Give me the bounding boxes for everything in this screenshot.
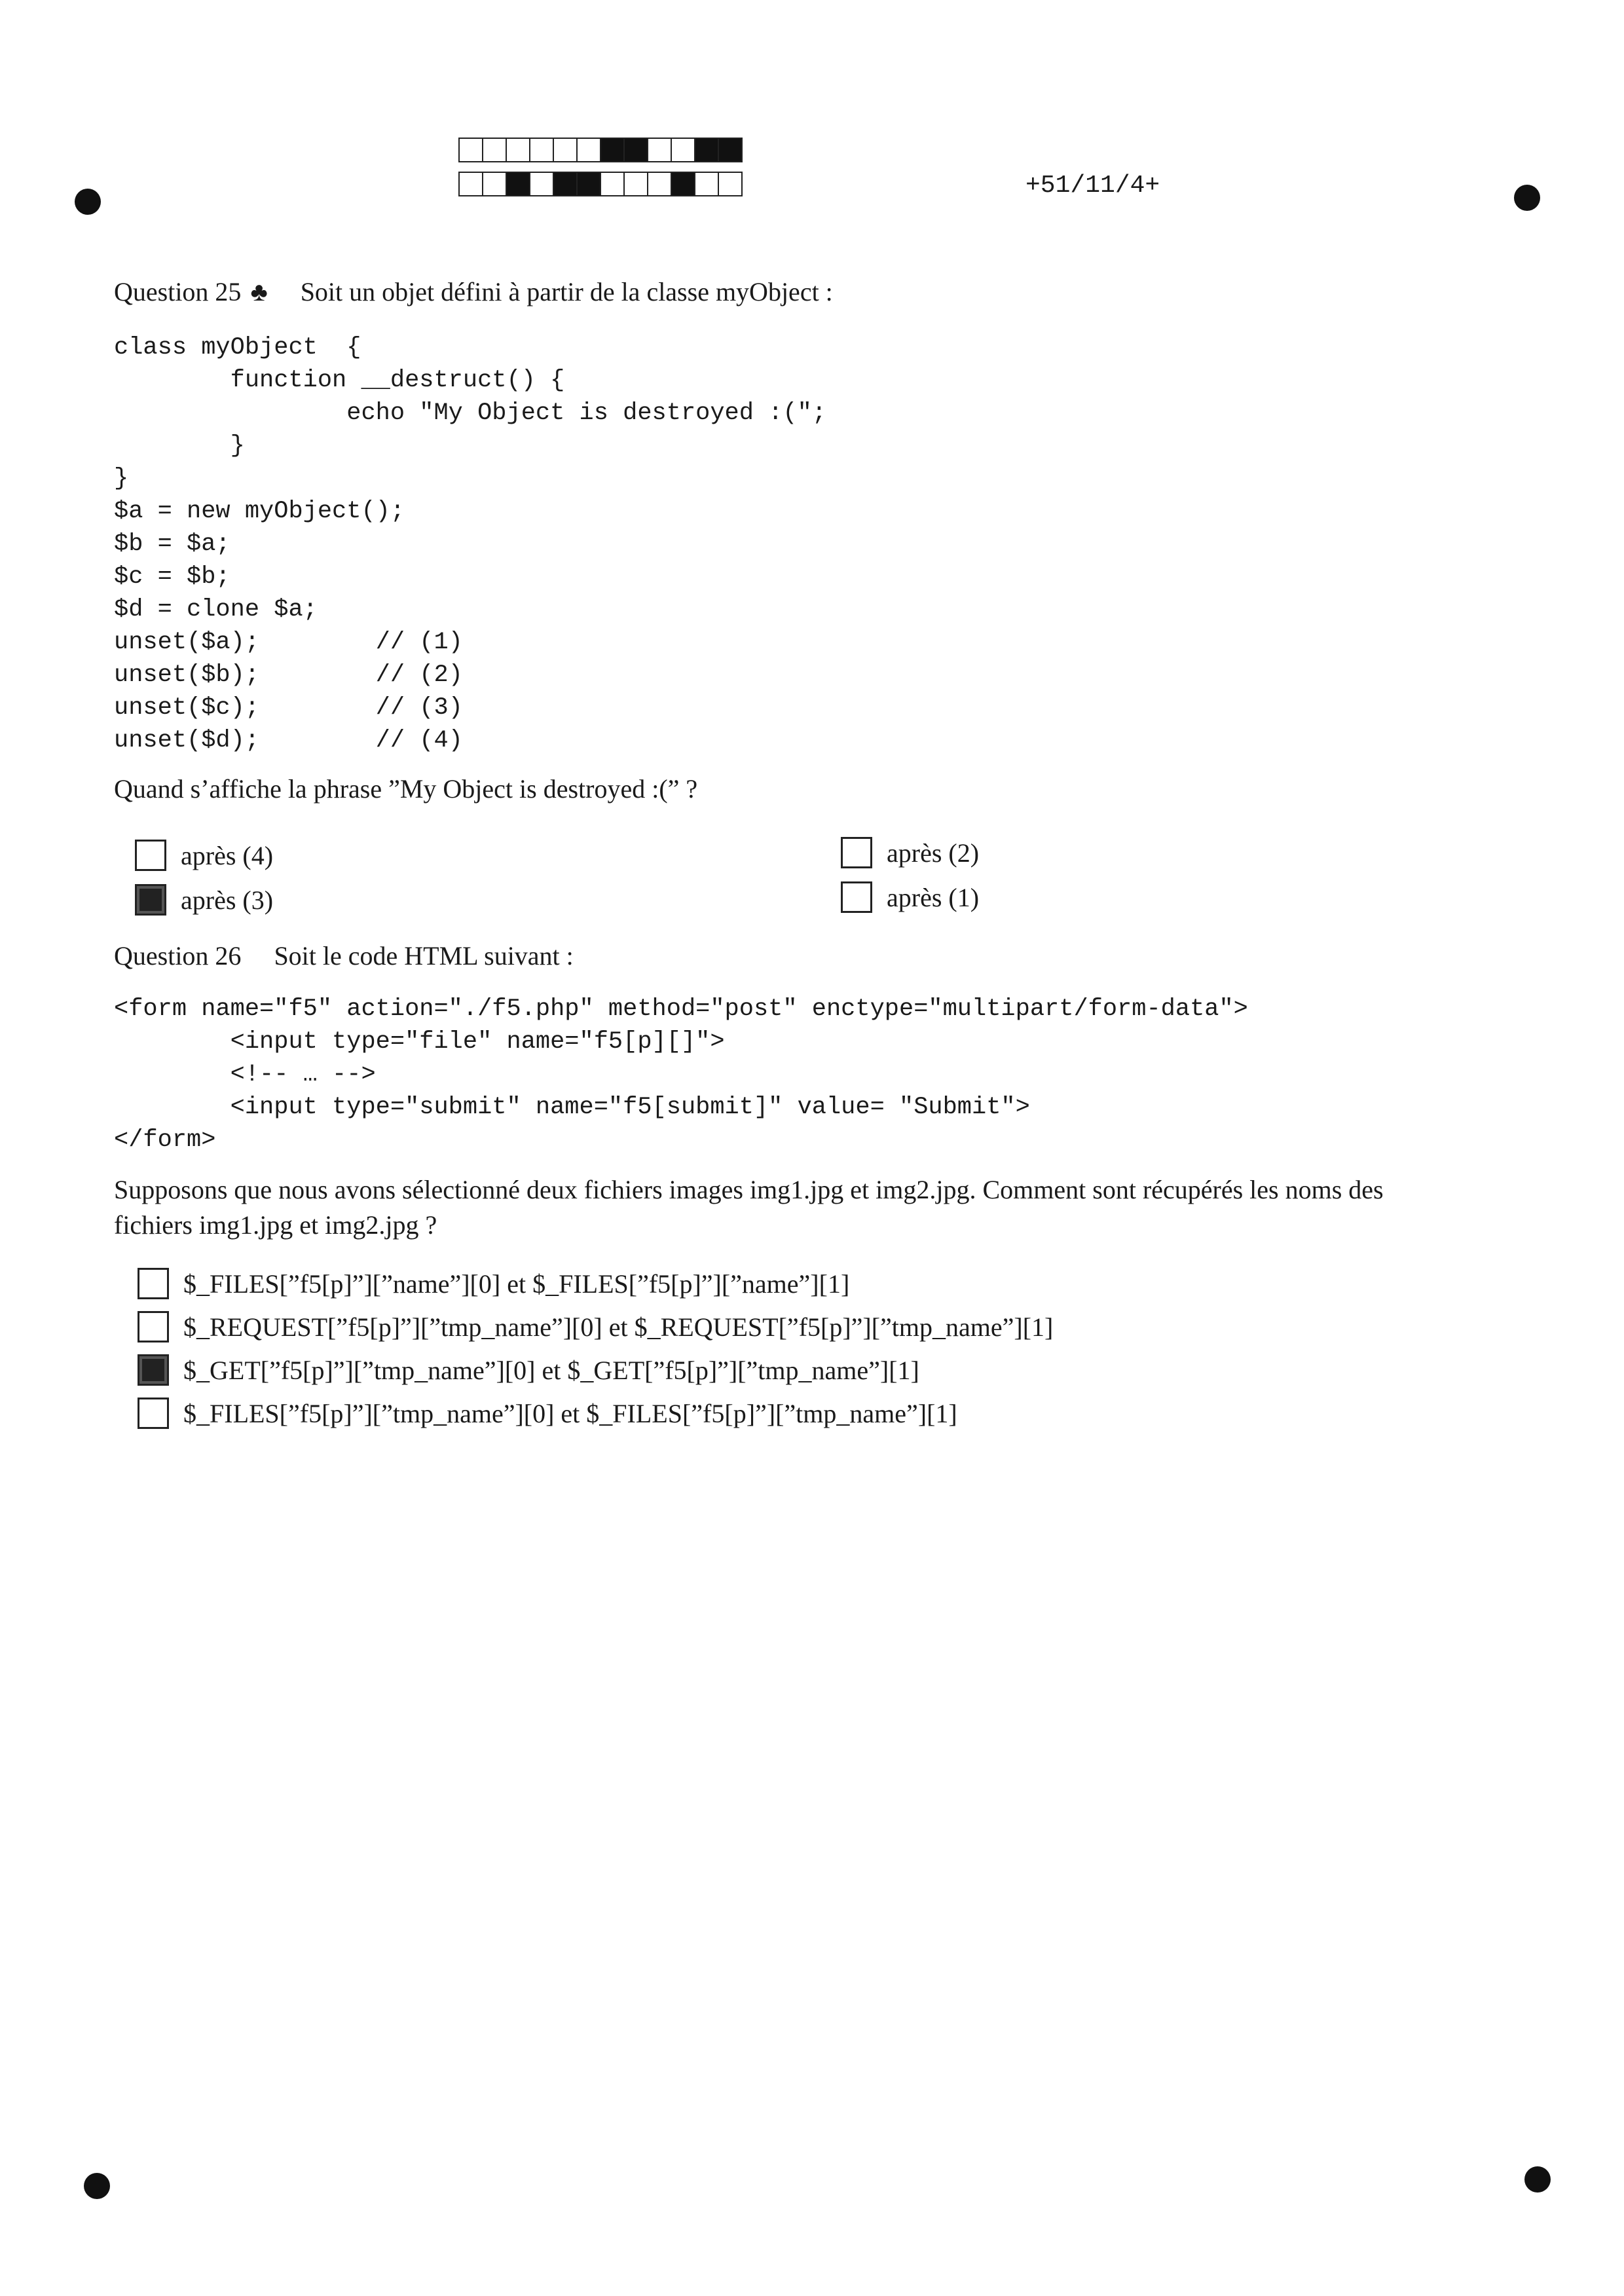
barcode-cell bbox=[671, 172, 695, 196]
club-icon: ♣ bbox=[250, 277, 268, 306]
code-line: $d = clone $a; bbox=[114, 596, 318, 623]
checkbox[interactable] bbox=[138, 1311, 169, 1342]
option-label: $_REQUEST[”f5[p]”][”tmp_name”][0] et $_REQUEST[”f5[p]”][”tmp_name”][1] bbox=[183, 1312, 1054, 1342]
code-line: $b = $a; bbox=[114, 530, 231, 558]
q25-option-3[interactable] bbox=[841, 837, 979, 868]
question-25-intro: Soit un objet défini à partir de la classe myObject : bbox=[300, 277, 833, 306]
code-line: <input type="submit" name="f5[submit]" value= "Submit"> bbox=[114, 1094, 1030, 1121]
option-label: $_FILES[”f5[p]”][”tmp_name”][0] et $_FILES[”f5[p]”][”tmp_name”][1] bbox=[183, 1398, 957, 1428]
code-line: class myObject { bbox=[114, 334, 361, 361]
q25-option-1[interactable] bbox=[135, 840, 273, 871]
code-line: unset($a); // (1) bbox=[114, 629, 463, 656]
barcode-row-1 bbox=[458, 138, 741, 162]
q26-option-1[interactable] bbox=[138, 1268, 849, 1299]
question-26-title: Question 26 bbox=[114, 941, 242, 971]
option-label: $_GET[”f5[p]”][”tmp_name”][0] et $_GET[”f5[p]”][”tmp_name”][1] bbox=[183, 1355, 919, 1385]
code-line: $c = $b; bbox=[114, 563, 231, 591]
code-line: <!-- … --> bbox=[114, 1061, 376, 1088]
code-line: <form name="f5" action="./f5.php" method="post" enctype="multipart/form-data"> bbox=[114, 995, 1248, 1023]
question-26-intro: Soit le code HTML suivant : bbox=[274, 941, 574, 971]
question-25-code bbox=[114, 331, 826, 757]
question-25-title: Question 25 bbox=[114, 277, 242, 306]
barcode-cell bbox=[600, 172, 625, 196]
q26-option-2[interactable] bbox=[138, 1311, 1053, 1342]
barcode-cell bbox=[458, 138, 483, 162]
barcode-cell bbox=[718, 172, 743, 196]
code-line: unset($c); // (3) bbox=[114, 694, 463, 722]
q25-option-4[interactable] bbox=[841, 881, 979, 913]
question-26-prompt bbox=[114, 1172, 1515, 1243]
barcode-cell bbox=[506, 172, 530, 196]
barcode-cell bbox=[576, 138, 601, 162]
checkbox[interactable] bbox=[841, 837, 872, 868]
code-line: function __destruct() { bbox=[114, 367, 565, 394]
code-line: echo "My Object is destroyed :("; bbox=[114, 399, 826, 427]
checkbox[interactable] bbox=[135, 884, 166, 916]
barcode-cell bbox=[623, 138, 648, 162]
barcode-cell bbox=[553, 138, 578, 162]
question-26-prompt-line-2: fichiers img1.jpg et img2.jpg ? bbox=[114, 1210, 437, 1240]
q26-option-3[interactable] bbox=[138, 1354, 919, 1386]
question-25-prompt: Quand s’affiche la phrase ”My Object is destroyed :(” ? bbox=[114, 774, 698, 804]
code-line: } bbox=[114, 465, 129, 492]
q25-option-2[interactable] bbox=[135, 884, 273, 916]
code-line: unset($b); // (2) bbox=[114, 661, 463, 689]
question-26-code bbox=[114, 993, 1248, 1157]
barcode-cell bbox=[694, 138, 719, 162]
registration-dot-top-right bbox=[1514, 185, 1540, 211]
checkbox[interactable] bbox=[138, 1268, 169, 1299]
code-line: unset($d); // (4) bbox=[114, 727, 463, 754]
option-label: après (3) bbox=[181, 885, 274, 915]
code-line: <input type="file" name="f5[p][]"> bbox=[114, 1028, 725, 1056]
page-id: +51/11/4+ bbox=[1025, 172, 1160, 200]
barcode-cell bbox=[623, 172, 648, 196]
barcode-cell bbox=[482, 138, 507, 162]
question-26-header bbox=[114, 940, 574, 971]
registration-dot-bottom-right bbox=[1524, 2166, 1551, 2193]
code-line: </form> bbox=[114, 1126, 216, 1154]
registration-dot-bottom-left bbox=[84, 2173, 110, 2199]
checkbox[interactable] bbox=[138, 1354, 169, 1386]
q26-option-4[interactable] bbox=[138, 1398, 957, 1429]
code-line: $a = new myObject(); bbox=[114, 498, 405, 525]
barcode-cell bbox=[647, 172, 672, 196]
checkbox[interactable] bbox=[135, 840, 166, 871]
option-label: après (4) bbox=[181, 840, 274, 870]
question-25-header bbox=[114, 276, 833, 307]
registration-dot-top-left bbox=[75, 189, 101, 215]
barcode-row-2 bbox=[458, 172, 741, 196]
barcode-cell bbox=[506, 138, 530, 162]
barcode-cell bbox=[553, 172, 578, 196]
checkbox[interactable] bbox=[138, 1398, 169, 1429]
barcode-cell bbox=[671, 138, 695, 162]
barcode-cell bbox=[482, 172, 507, 196]
option-label: après (2) bbox=[887, 838, 980, 868]
barcode-cell bbox=[576, 172, 601, 196]
code-line: } bbox=[114, 432, 245, 460]
option-label: après (1) bbox=[887, 882, 980, 912]
barcode-cell bbox=[718, 138, 743, 162]
barcode-cell bbox=[600, 138, 625, 162]
option-label: $_FILES[”f5[p]”][”name”][0] et $_FILES[”f5[p]”][”name”][1] bbox=[183, 1268, 850, 1299]
question-26-prompt-line-1: Supposons que nous avons sélectionné deux fichiers images img1.jpg et img2.jpg. Comment sont récupérés les noms des bbox=[114, 1175, 1384, 1204]
barcode-cell bbox=[647, 138, 672, 162]
barcode-cell bbox=[529, 138, 554, 162]
barcode-cell bbox=[458, 172, 483, 196]
barcode-cell bbox=[694, 172, 719, 196]
checkbox[interactable] bbox=[841, 881, 872, 913]
barcode-cell bbox=[529, 172, 554, 196]
